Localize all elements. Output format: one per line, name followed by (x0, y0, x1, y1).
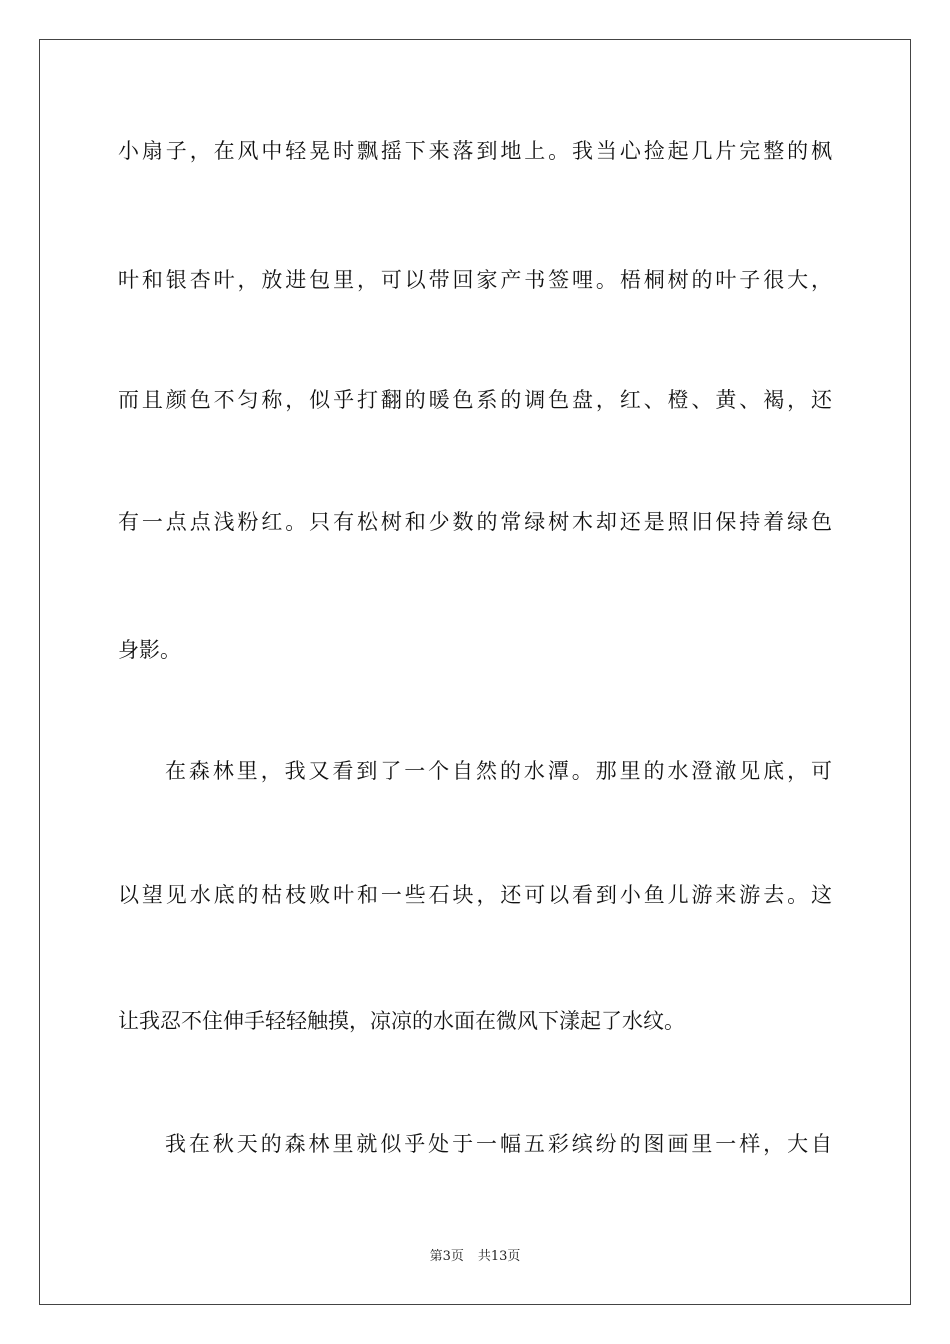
page-total: 共13页 (477, 1249, 521, 1264)
paragraph-start-line: 我在秋天的森林里就似乎处于一幅五彩缤纷的图画里一样，大自 (165, 1132, 832, 1156)
text-line: 让我忍不住伸手轻轻触摸，凉凉的水面在微风下漾起了水纹。 (118, 1009, 685, 1033)
text-line: 小扇子，在风中轻晃时飘摇下来落到地上。我当心捡起几片完整的枫 (118, 139, 832, 163)
text-line: 而且颜色不匀称，似乎打翻的暖色系的调色盘，红、橙、黄、褐，还 (118, 388, 832, 412)
page-footer (0, 1248, 950, 1266)
page-number: 第3页 (429, 1249, 464, 1264)
text-line: 叶和银杏叶，放进包里，可以带回家产书签哩。梧桐树的叶子很大， (118, 268, 832, 292)
text-line: 以望见水底的枯枝败叶和一些石块，还可以看到小鱼儿游来游去。这 (118, 883, 832, 907)
text-line: 有一点点浅粉红。只有松树和少数的常绿树木却还是照旧保持着绿色 (118, 510, 832, 534)
paragraph-start-line: 在森林里，我又看到了一个自然的水潭。那里的水澄澈见底，可 (165, 759, 832, 783)
page-border (39, 39, 911, 1305)
text-line: 身影。 (118, 638, 181, 662)
